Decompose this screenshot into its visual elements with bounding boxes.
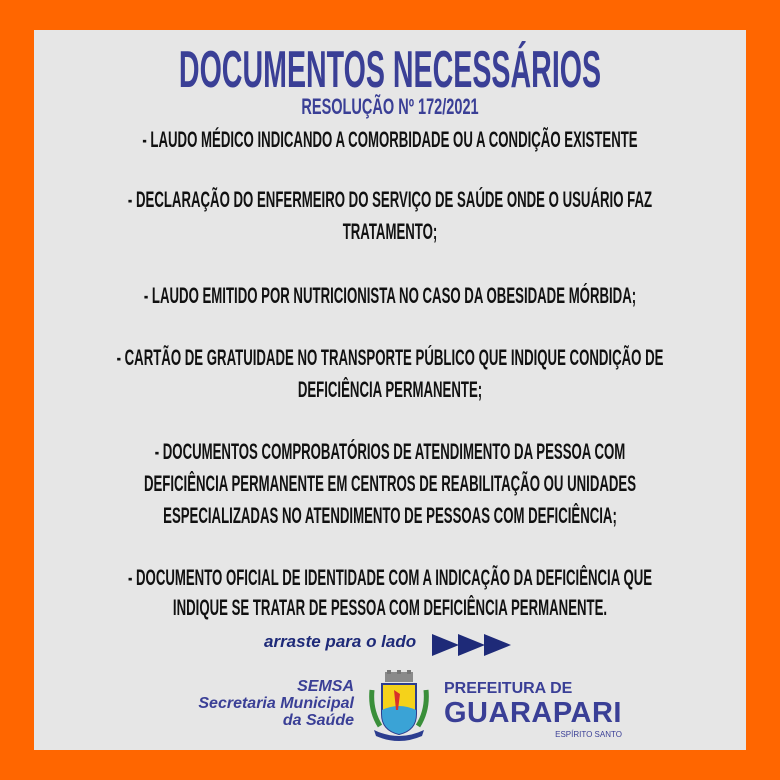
doc-item-line: - DOCUMENTOS COMPROBATÓRIOS DE ATENDIMENTO DA PESSOA COM [154,439,626,464]
semsa-logo-text [198,678,354,729]
semsa-acronym: SEMSA [297,678,354,695]
doc-item-line: DEFICIÊNCIA PERMANENTE; [297,377,483,402]
semsa-name-line2: da Saúde [282,712,354,729]
doc-item-line: - LAUDO MÉDICO INDICANDO A COMORBIDADE OU A CONDIÇÃO EXISTENTE [142,127,638,152]
swipe-arrows-icon [432,634,510,656]
doc-item-line: - DECLARAÇÃO DO ENFERMEIRO DO SERVIÇO DE SAÚDE ONDE O USUÁRIO FAZ [127,187,653,212]
doc-item-line: - LAUDO EMITIDO POR NUTRICIONISTA NO CASO DA OBESIDADE MÓRBIDA; [143,283,637,308]
semsa-name-line1: Secretaria Municipal [198,695,354,712]
guarapari-crest-icon [368,670,430,742]
doc-item-line: DEFICIÊNCIA PERMANENTE EM CENTROS DE REABILITAÇÃO OU UNIDADES [143,471,637,496]
state-name: ESPÍRITO SANTO [555,730,622,739]
doc-item-line: - CARTÃO DE GRATUIDADE NO TRANSPORTE PÚBLICO QUE INDIQUE CONDIÇÃO DE [116,345,664,370]
doc-item-line: - DOCUMENTO OFICIAL DE IDENTIDADE COM A INDICAÇÃO DA DEFICIÊNCIA QUE [127,565,653,590]
page-title: DOCUMENTOS NECESSÁRIOS [178,41,602,99]
prefeitura-label: PREFEITURA DE [444,680,573,697]
city-name: GUARAPARI [444,697,622,729]
doc-item-line: TRATAMENTO; [342,219,438,244]
swipe-hint: arraste para o lado [264,632,417,651]
doc-item-line: INDIQUE SE TRATAR DE PESSOA COM DEFICIÊNCIA PERMANENTE. [172,595,608,620]
doc-item-line: ESPECIALIZADAS NO ATENDIMENTO DE PESSOAS COM DEFICIÊNCIA; [163,503,617,528]
prefeitura-logo-text [444,680,622,739]
resolution-subtitle: RESOLUÇÃO Nº 172/2021 [301,94,479,119]
